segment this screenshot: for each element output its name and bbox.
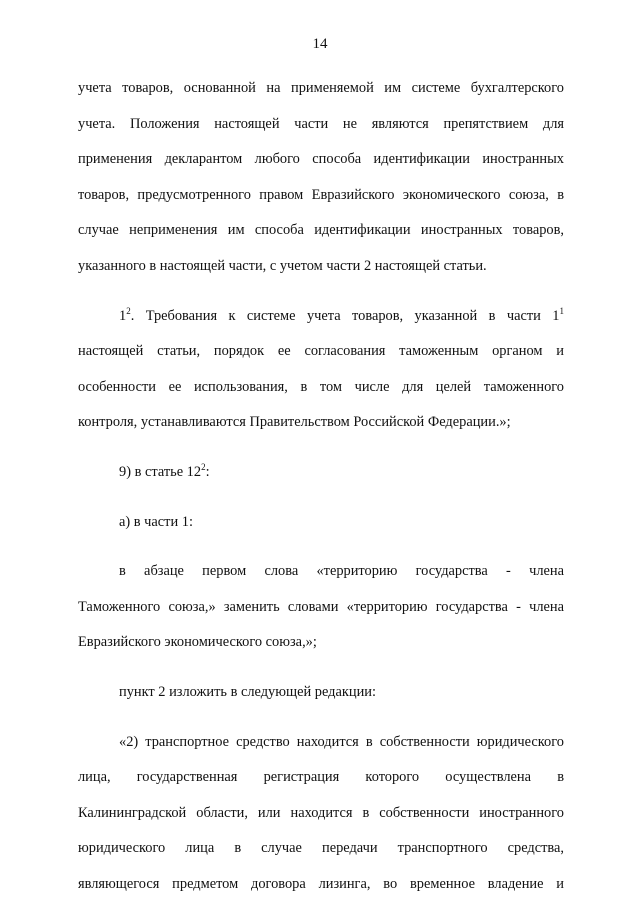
paragraph-6 [78,675,564,711]
paragraph-6-line-1: пункт 2 изложить в следующей редакции: [119,683,376,700]
paragraph-2-line-1 [78,299,564,335]
paragraph-1 [78,71,564,285]
paragraph-3-tail: : [205,463,210,480]
reference-superscript: 1 [559,305,564,316]
document-body [78,71,564,902]
page-number: 14 [312,36,328,52]
paragraph-1-line-1: учета товаров, основанной на применяемой им системе бухгалтерского [78,80,564,96]
paragraph-7 [78,725,564,903]
paragraph-1-line-6: указанного в настоящей части, с учетом части 2 настоящей статьи. [78,257,487,274]
paragraph-4 [78,505,564,541]
paragraph-5-line-1: в абзаце первом слова «территорию государства - члена [119,563,564,580]
paragraph-7-line-4: юридического лица в случае передачи транспортного средства, [78,840,564,857]
paragraph-5-line-2: Таможенного союза,» заменить словами «территорию государства - члена [78,598,564,615]
paragraph-1-line-5: случае неприменения им способа идентификации иностранных товаров, [78,222,564,239]
paragraph-3 [78,455,564,491]
paragraph-2-line-3: особенности ее использования, в том числе для целей таможенного [78,378,564,395]
paragraph-3-line-1 [78,455,564,491]
paragraph-2-line-4: контроля, устанавливаются Правительством Российской Федерации.»; [78,414,511,431]
paragraph-2 [78,299,564,441]
paragraph-3-text: 9) в статье 12 [119,463,202,480]
clause-number: 1 [119,307,127,324]
paragraph-7-line-1: «2) транспортное средство находится в собственности юридического [119,733,564,750]
paragraph-5 [78,554,564,661]
paragraph-2-line-2: настоящей статьи, порядок ее согласования таможенным органом и [78,343,564,360]
paragraph-7-line-3: Калининградской области, или находится в собственности иностранного [78,804,564,821]
paragraph-7-line-2: лица, государственная регистрация которого осуществлена в [78,769,564,786]
paragraph-1-line-4: товаров, предусмотренного правом Евразийского экономического союза, в [78,186,564,203]
paragraph-2-text-a: . Требования к системе учета товаров, указанной в части 1 [130,307,560,324]
paragraph-4-line-1: а) в части 1: [119,513,193,530]
paragraph-1-line-2: учета. Положения настоящей части не являются препятствием для [78,115,564,132]
paragraph-1-line-3: применения декларантом любого способа идентификации иностранных [78,151,564,168]
clause-number-superscript: 2 [126,305,131,316]
paragraph-5-line-3: Евразийского экономического союза,»; [78,634,317,651]
paragraph-7-line-5: являющегося предметом договора лизинга, во временное владение и [78,875,564,892]
article-superscript: 2 [201,461,206,472]
